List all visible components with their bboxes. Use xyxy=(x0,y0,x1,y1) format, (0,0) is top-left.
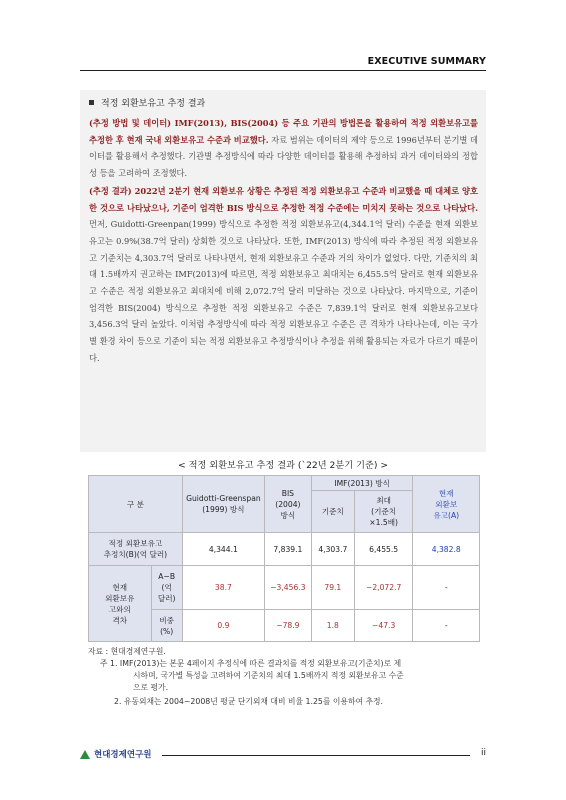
cell-diff-imf-base: 79.1 xyxy=(311,566,354,610)
square-bullet-icon xyxy=(89,100,94,105)
cell-diff-bis: −3,456.3 xyxy=(264,566,311,610)
paragraph-result xyxy=(89,183,478,367)
method-body: 자료 범위는 데이터의 제약 등으로 1996년부터 분기별 데이터를 활용해서 추정했다. 기관별 추정방식에 따라 다양한 데이터를 활용해 추정하되 과거 데이터와의 정합성 등을 고려하여 조정했다. xyxy=(89,134,478,179)
footer-org-name: 현대경제연구원 xyxy=(94,750,152,760)
cell-est-bis: 7,839.1 xyxy=(264,533,311,566)
note-1-line-b: 시하며, 국가별 특성을 고려하여 기준치의 최대 1.5배까지 적정 외환보유고 수준 xyxy=(133,671,404,680)
table-notes xyxy=(88,646,488,708)
header-imf: IMF(2013) 방식 xyxy=(311,476,413,491)
cell-diff-gg: 38.7 xyxy=(182,566,264,610)
cell-est-imf-base: 4,303.7 xyxy=(311,533,354,566)
section-title xyxy=(89,96,478,109)
method-highlight: (추정 방법 및 데이터) IMF(2013), BIS(2004) 등 주요 기관의 방법론을 활용하여 적정 외환보유고를 추정한 후 현재 국내 외환보유고 수준과 비교했다. xyxy=(89,118,478,145)
table-row-diff xyxy=(89,566,480,610)
table-header-row xyxy=(89,476,480,491)
row-pct-label: 비중 (%) xyxy=(151,610,182,642)
cell-pct-imf-max: −47.3 xyxy=(354,610,413,642)
header-current: 현재 외환보 유고(A) xyxy=(413,476,480,533)
header-bis: BIS (2004) 방식 xyxy=(264,476,311,533)
table-row-estimate xyxy=(89,533,480,566)
cell-diff-current: - xyxy=(413,566,480,610)
cell-est-current: 4,382.8 xyxy=(413,533,480,566)
header-gg: Guidotti-Greenspan (1999) 방식 xyxy=(182,476,264,533)
footer-logo xyxy=(80,748,151,760)
result-highlight: (추정 결과) 2022년 2분기 현재 외환보유 상황은 추정된 적정 외환보유고 수준과 비교했을 때 대체로 양호한 것으로 나타났으나, 기준이 엄격한 BIS 방식으로 추정한 적정 수준에는 미치지 못하는 것으로 나타났다. xyxy=(89,185,478,213)
page-number: ii xyxy=(480,748,486,758)
triangle-logo-icon xyxy=(80,750,90,759)
cell-est-imf-max: 6,455.5 xyxy=(354,533,413,566)
cell-est-gg: 4,344.1 xyxy=(182,533,264,566)
summary-box xyxy=(80,90,486,452)
header-imf-max: 최대 (기준치 ×1.5배) xyxy=(354,491,413,533)
cell-pct-imf-base: 1.8 xyxy=(311,610,354,642)
row-diff-label: A−B (억 달러) xyxy=(151,566,182,610)
group-gap-label: 현재 외환보유 고와의 격차 xyxy=(89,566,152,642)
row-estimate-label: 적정 외환보유고 추정치(B)(억 달러) xyxy=(89,533,183,566)
source-note: 자료 : 현대경제연구원. xyxy=(88,647,166,656)
paragraph-method xyxy=(89,115,478,182)
table-caption: < 적정 외환보유고 추정 결과 (`22년 2분기 기준) > xyxy=(177,460,389,471)
result-body: 먼저, Guidotti-Greenpan(1999) 방식으로 추정한 적정 외환보유고(4,344.1억 달러) 수준을 현재 외환보유고는 0.9%(38.7억 달러) 상회한 것으로 나타났다. 또한, IMF(2013) 방식에 따라 추정된 적정 외환보유고 기준치는 4,303.7억 달러로 나타나면서, 현재 외환보유고 수준과 거의 차이가 없었다. 다만, 기준치의 최대 1.5배까지 권고하는 IMF(2013)에 따르면, 적정 외환보유고 최대치는 6,455.5억 달러로 현재 외환보유고 수준은 적정 외환보유고 최대치에 비해 2,072.7억 달러 미달하는 것으로 나타났다. 마지막으로, 기준이 엄격한 BIS(2004) 방식으로 추정한 적정 외환보유고 수준은 7,839.1억 달러로 현재 외환보유고보다 3,456.3억 달러 높았다. 이처럼 추정방식에 따라 적정 외환보유고 수준은 큰 격차가 나타나는데, 이는 국가별 환경 차이 등으로 기준이 되는 적정 외환보유고 추정방식이나 추정을 위해 활용되는 자료가 다르기 때문이다. xyxy=(89,219,478,363)
section-title-text: 적정 외환보유고 추정 결과 xyxy=(101,99,206,109)
header-imf-base: 기준치 xyxy=(311,491,354,533)
note-1-line-a: 주 1. IMF(2013)는 본문 4페이지 추정식에 따른 결과치를 적정 외환보유고(기준치)로 제 xyxy=(100,659,402,668)
note-1-line-c: 으로 평가. xyxy=(133,683,169,692)
header-rule xyxy=(80,70,486,71)
cell-pct-gg: 0.9 xyxy=(182,610,264,642)
footer-rule xyxy=(162,755,470,756)
estimation-table xyxy=(88,475,480,642)
note-2: 2. 유동외채는 2004~2008년 평균 단기외채 대비 비율 1.25를 이용하여 추정. xyxy=(114,697,384,706)
header-category: 구 분 xyxy=(89,476,183,533)
header-title: EXECUTIVE SUMMARY xyxy=(367,56,486,67)
cell-pct-bis: −78.9 xyxy=(264,610,311,642)
cell-pct-current: - xyxy=(413,610,480,642)
cell-diff-imf-max: −2,072.7 xyxy=(354,566,413,610)
